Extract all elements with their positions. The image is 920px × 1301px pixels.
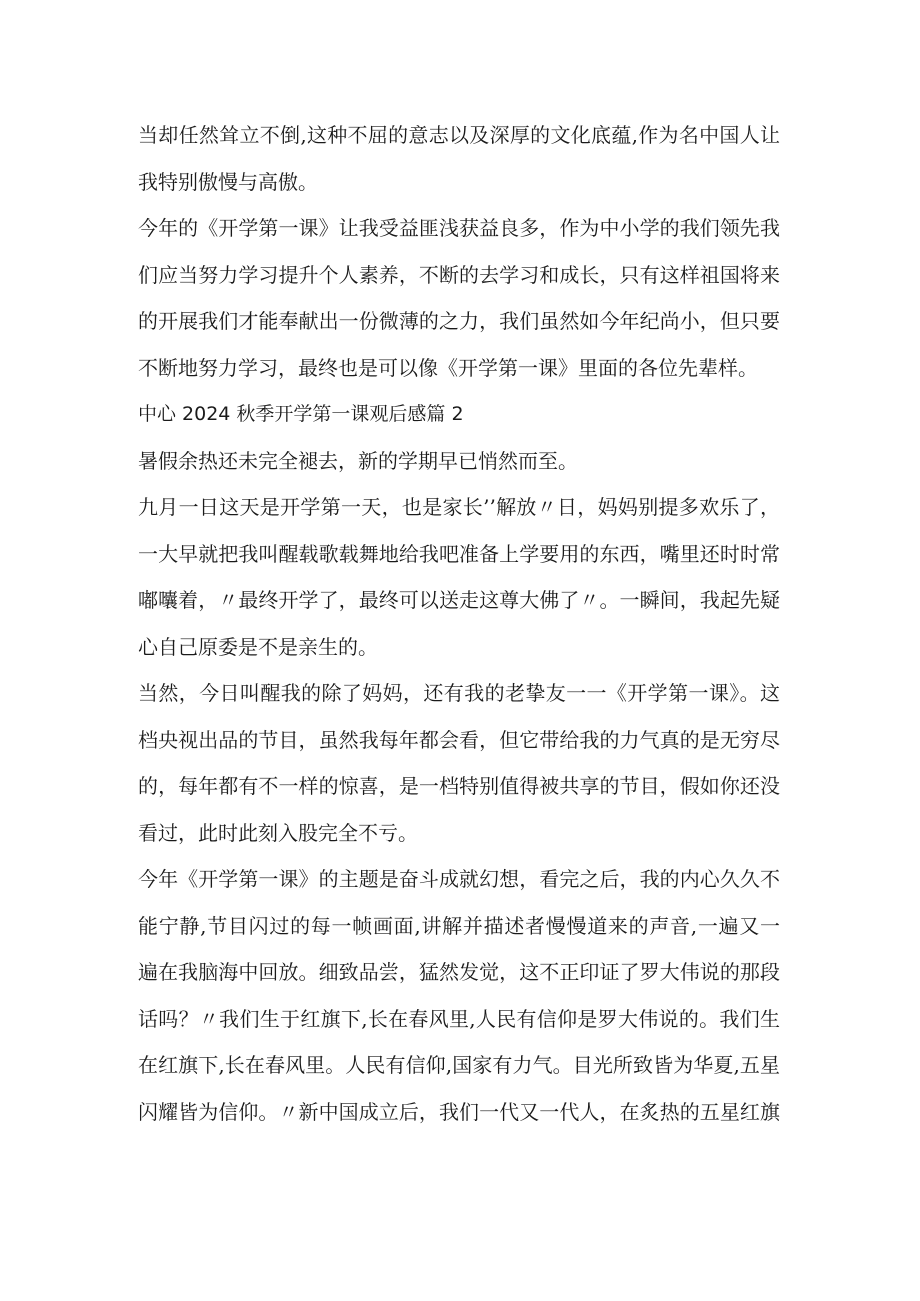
text-line: 看过，此时此刻入股完全不亏。 [138, 820, 418, 845]
text-line: 当却任然耸立不倒,这种不屈的意志以及深厚的文化底蕴,作为名中国人让 [138, 123, 780, 147]
text-line: 的，每年都有不一样的惊喜，是一档特别值得被共享的节目，假如你还没 [138, 774, 780, 798]
paragraph-1 [138, 112, 788, 205]
text-line: 在红旗下,长在春风里。人民有信仰,国家有力气。目光所致皆为华夏,五星 [138, 1053, 780, 1077]
text-line: 档央视出品的节目，虽然我每年都会看，但它带给我的力气真的是无穷尽 [138, 727, 780, 752]
text-line: 闪耀皆为信仰。〃新中国成立后，我们一代又一代人，在炙热的五星红旗 [138, 1099, 780, 1124]
text-line: 九月一日这天是开学第一天，也是家长’’解放〃日，妈妈别提多欢乐了， [138, 495, 780, 519]
text-line: 能宁静,节目闪过的每一帧画面,讲解并描述者慢慢道来的声音,一遍又一 [138, 913, 780, 938]
text-line: 当然，今日叫醒我的除了妈妈，还有我的老挚友一一《开学第一课》。这 [138, 681, 780, 705]
paragraph-3 [138, 438, 788, 485]
text-line: 嘟囔着，〃最终开学了，最终可以送走这尊大佛了〃。一瞬间，我起先疑 [138, 588, 780, 612]
text-line: 我特别傲慢与高傲。 [138, 169, 318, 194]
text-line: 的开展我们才能奉献出一份微薄的之力，我们虽然如今年纪尚小，但只要 [138, 309, 780, 333]
text-column [138, 112, 788, 1135]
section-heading [138, 391, 788, 438]
text-line: 们应当努力学习提升个人素养，不断的去学习和成长，只有这样祖国将来 [138, 262, 780, 287]
text-line: 不断地努力学习，最终也是可以像《开学第一课》里面的各位先辈样。 [138, 355, 758, 380]
text-line: 今年的《开学第一课》让我受益匪浅获益良多，作为中小学的我们领先我 [138, 216, 780, 240]
text-line: 遍在我脑海中回放。细致品尝，猛然发觉，这不正印证了罗大伟说的那段 [138, 960, 780, 984]
paragraph-6 [138, 856, 788, 1135]
paragraph-2 [138, 205, 788, 391]
text-line: 暑假余热还未完全褪去，新的学期早已悄然而至。 [138, 448, 578, 473]
text-line: 今年《开学第一课》的主题是奋斗成就幻想，看完之后，我的内心久久不 [138, 867, 780, 891]
text-line: 心自己原委是不是亲生的。 [138, 634, 378, 659]
paragraph-5 [138, 670, 788, 856]
text-line: 一大早就把我叫醒载歌载舞地给我吧准备上学要用的东西，嘴里还时时常 [138, 541, 780, 566]
paragraph-4 [138, 484, 788, 670]
heading-line: 中心 2024 秋季开学第一课观后感篇 2 [138, 403, 464, 425]
text-line: 话吗？〃我们生于红旗下,长在春风里,人民有信仰是罗大伟说的。我们生 [138, 1006, 780, 1031]
